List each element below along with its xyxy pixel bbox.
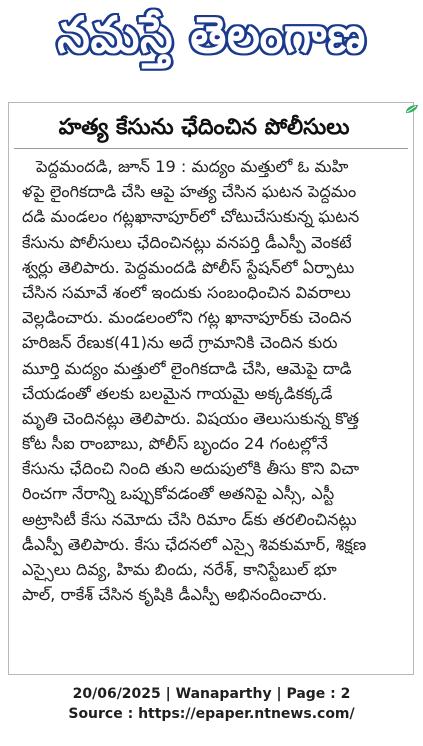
article-line: కేసును ఛేదించి నింది తుని అదుపులోకి తీసు కొని విచా [22, 459, 360, 479]
article-line: వెల్లడించారు. మండలంలోని గట్ల ఖానాపూర్‌కు చెందిన [22, 308, 352, 328]
masthead-title: నమస్తే తెలంగాణ [57, 6, 366, 64]
masthead [14, 2, 409, 68]
article-line: చేయడంతో తలకు బలమైన గాయమై అక్కడికక్కడే [22, 383, 333, 403]
article-line: మూర్తి మద్యం మత్తులో లైంగికదాడి చేసి, ఆమెపై దాడి [22, 358, 352, 378]
article-headline: హత్య కేసును ఛేదించిన పోలీసులు [58, 115, 350, 140]
article-line: ళపై లైంగికదాడి చేసి ఆపై హత్య చేసిన ఘటన పెద్దమం [22, 182, 357, 202]
article-line: దడి మండలం గట్లఖానాపూర్‌లో చోటుచేసుకున్న ఘటన [22, 207, 360, 227]
article-line: హరిజన్ రేణుక(41)ను అదే గ్రామానికి చెందిన కురు [22, 333, 338, 353]
footer [0, 684, 423, 724]
footer-meta: 20/06/2025 | Wanaparthy | Page : 2 [72, 686, 351, 702]
article-line: పాల్, రాకేశ్ చేసిన కృషికి డీఎస్పీ అభినందించారు. [22, 585, 328, 605]
article-line: కేసును పోలీసులు ఛేదించినట్లు వనపర్తి డీఎస్పీ వెంకటే [22, 232, 352, 252]
headline-divider [14, 148, 408, 149]
article-line: శ్వర్లు తెలిపారు. పెద్దమందడి పోలీస్ స్టేషన్‌లో ఏర్పాటు [22, 257, 355, 277]
footer-source: Source : https://epaper.ntnews.com/ [68, 706, 355, 722]
leaf-icon [405, 104, 419, 114]
article-line: డీఎస్పీ తెలిపారు. కేసు ఛేదనలో ఎస్సై శివకుమార్, శిక్షణ [22, 534, 367, 554]
article-line: మృతి చెందినట్లు తెలిపారు. విషయం తెలుసుకున్న కొత్త [22, 408, 360, 428]
article-line: అట్రాసిటీ కేసు నమోదు చేసి రిమాం డ్‌కు తరలించినట్లు [22, 509, 357, 529]
article-line: ఎస్సైలు దివ్య, హిమ బిందు, నరేశ్, కానిస్టేబుల్ భూ [22, 560, 337, 579]
article-line: రించగా నేరాన్ని ఒప్పుకోవడంతో అతనిపై ఎస్సీ, ఎస్టీ [22, 484, 335, 504]
article-line: కోట సీఐ రాంబాబు, పోలీస్ బృందం 24 గంటల్లోనే [22, 434, 328, 454]
article-line: చేసిన సమావే శంలో ఇందుకు సంబంధించిన వివరాలు [22, 282, 351, 302]
article-body [22, 154, 402, 607]
article-line: పెద్దమందడి, జూన్ 19 : మద్యం మత్తులో ఓ మహి [36, 157, 349, 176]
